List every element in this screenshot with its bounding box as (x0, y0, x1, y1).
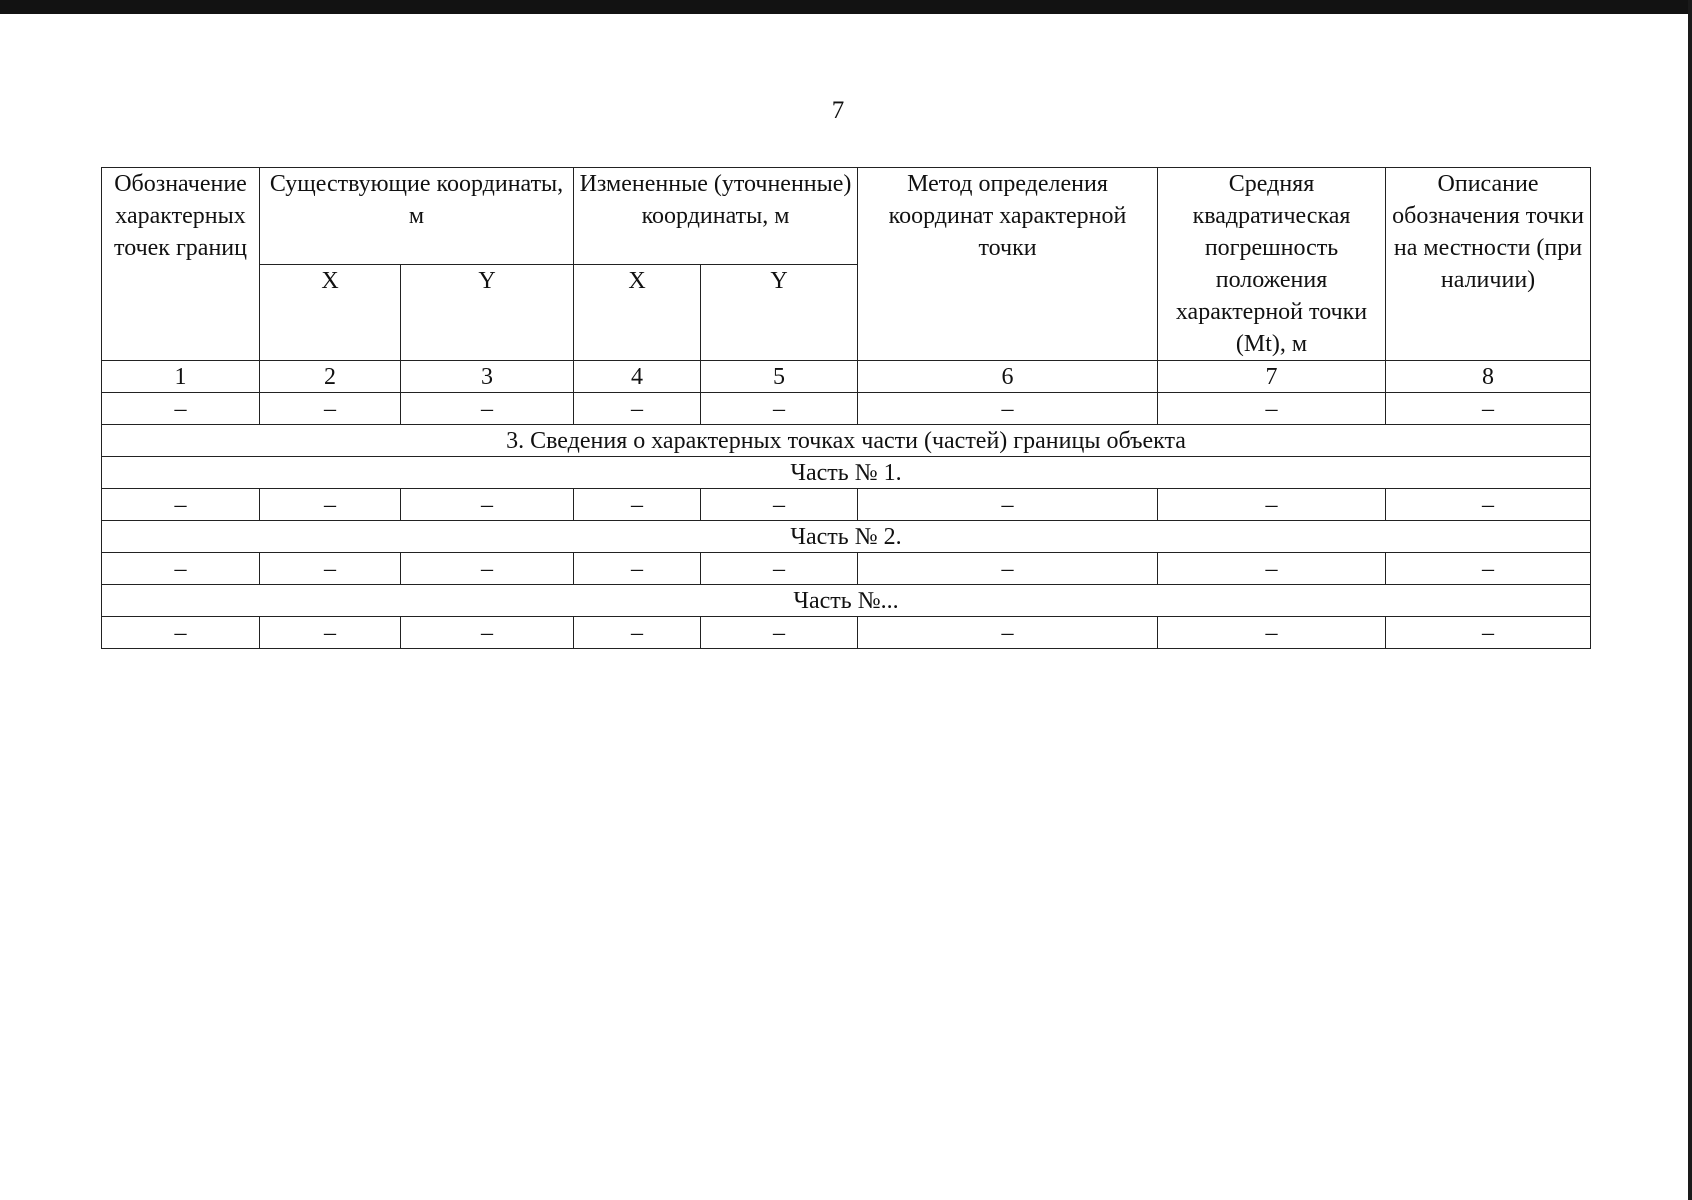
header-changed-y: Y (701, 264, 858, 361)
column-number: 2 (260, 361, 401, 393)
column-number: 1 (102, 361, 260, 393)
column-number: 6 (858, 361, 1158, 393)
header-error: Средняя квадратическая погрешность положения характерной точки (Mt), м (1158, 168, 1386, 361)
header-existing-coordinates: Существующие координаты, м (260, 168, 574, 265)
table-cell: – (858, 489, 1158, 521)
table-cell: – (260, 489, 401, 521)
table-cell: – (401, 489, 574, 521)
column-number: 5 (701, 361, 858, 393)
table-cell: – (701, 393, 858, 425)
scan-right-border (1688, 0, 1692, 1200)
page-number: 7 (831, 97, 845, 124)
part-label-row (102, 521, 1591, 553)
table-cell: – (858, 553, 1158, 585)
table-cell: – (574, 617, 701, 649)
table-cell: – (102, 617, 260, 649)
table-cell: – (858, 617, 1158, 649)
table-cell: – (1158, 489, 1386, 521)
table-cell: – (701, 553, 858, 585)
header-description: Описание обозначения точки на местности (при наличии) (1386, 168, 1591, 361)
part-label: Часть № 1. (102, 457, 1591, 489)
scan-top-border (0, 0, 1692, 14)
header-method: Метод определения координат характерной точки (858, 168, 1158, 361)
table-cell: – (701, 489, 858, 521)
column-number: 3 (401, 361, 574, 393)
part-label-row (102, 585, 1591, 617)
boundary-points-table (101, 167, 1591, 649)
table-cell: – (858, 393, 1158, 425)
table-cell: – (401, 617, 574, 649)
table-cell: – (1386, 617, 1591, 649)
table-row (102, 393, 1591, 425)
table-row (102, 617, 1591, 649)
header-changed-x: X (574, 264, 701, 361)
table-cell: – (260, 553, 401, 585)
column-number: 7 (1158, 361, 1386, 393)
part-label-row (102, 457, 1591, 489)
column-number: 8 (1386, 361, 1591, 393)
table-cell: – (401, 393, 574, 425)
header-existing-x: X (260, 264, 401, 361)
table-cell: – (102, 489, 260, 521)
table-cell: – (102, 553, 260, 585)
table-header-row (102, 168, 1591, 265)
table-cell: – (1386, 489, 1591, 521)
part-label: Часть №... (102, 585, 1591, 617)
table-cell: – (401, 553, 574, 585)
section-title: 3. Сведения о характерных точках части (частей) границы объекта (102, 425, 1591, 457)
table-cell: – (701, 617, 858, 649)
section-title-row (102, 425, 1591, 457)
table-cell: – (1158, 393, 1386, 425)
table-cell: – (1386, 553, 1591, 585)
table-row (102, 553, 1591, 585)
table-row (102, 489, 1591, 521)
table-cell: – (102, 393, 260, 425)
table-cell: – (1386, 393, 1591, 425)
column-number-row (102, 361, 1591, 393)
table-cell: – (1158, 553, 1386, 585)
column-number: 4 (574, 361, 701, 393)
table-cell: – (260, 617, 401, 649)
header-point-designation: Обозначение характерных точек границ (102, 168, 260, 361)
header-changed-coordinates: Измененные (уточненные) координаты, м (574, 168, 858, 265)
table-cell: – (1158, 617, 1386, 649)
table-cell: – (574, 393, 701, 425)
part-label: Часть № 2. (102, 521, 1591, 553)
table-cell: – (260, 393, 401, 425)
table-cell: – (574, 553, 701, 585)
header-existing-y: Y (401, 264, 574, 361)
table-cell: – (574, 489, 701, 521)
